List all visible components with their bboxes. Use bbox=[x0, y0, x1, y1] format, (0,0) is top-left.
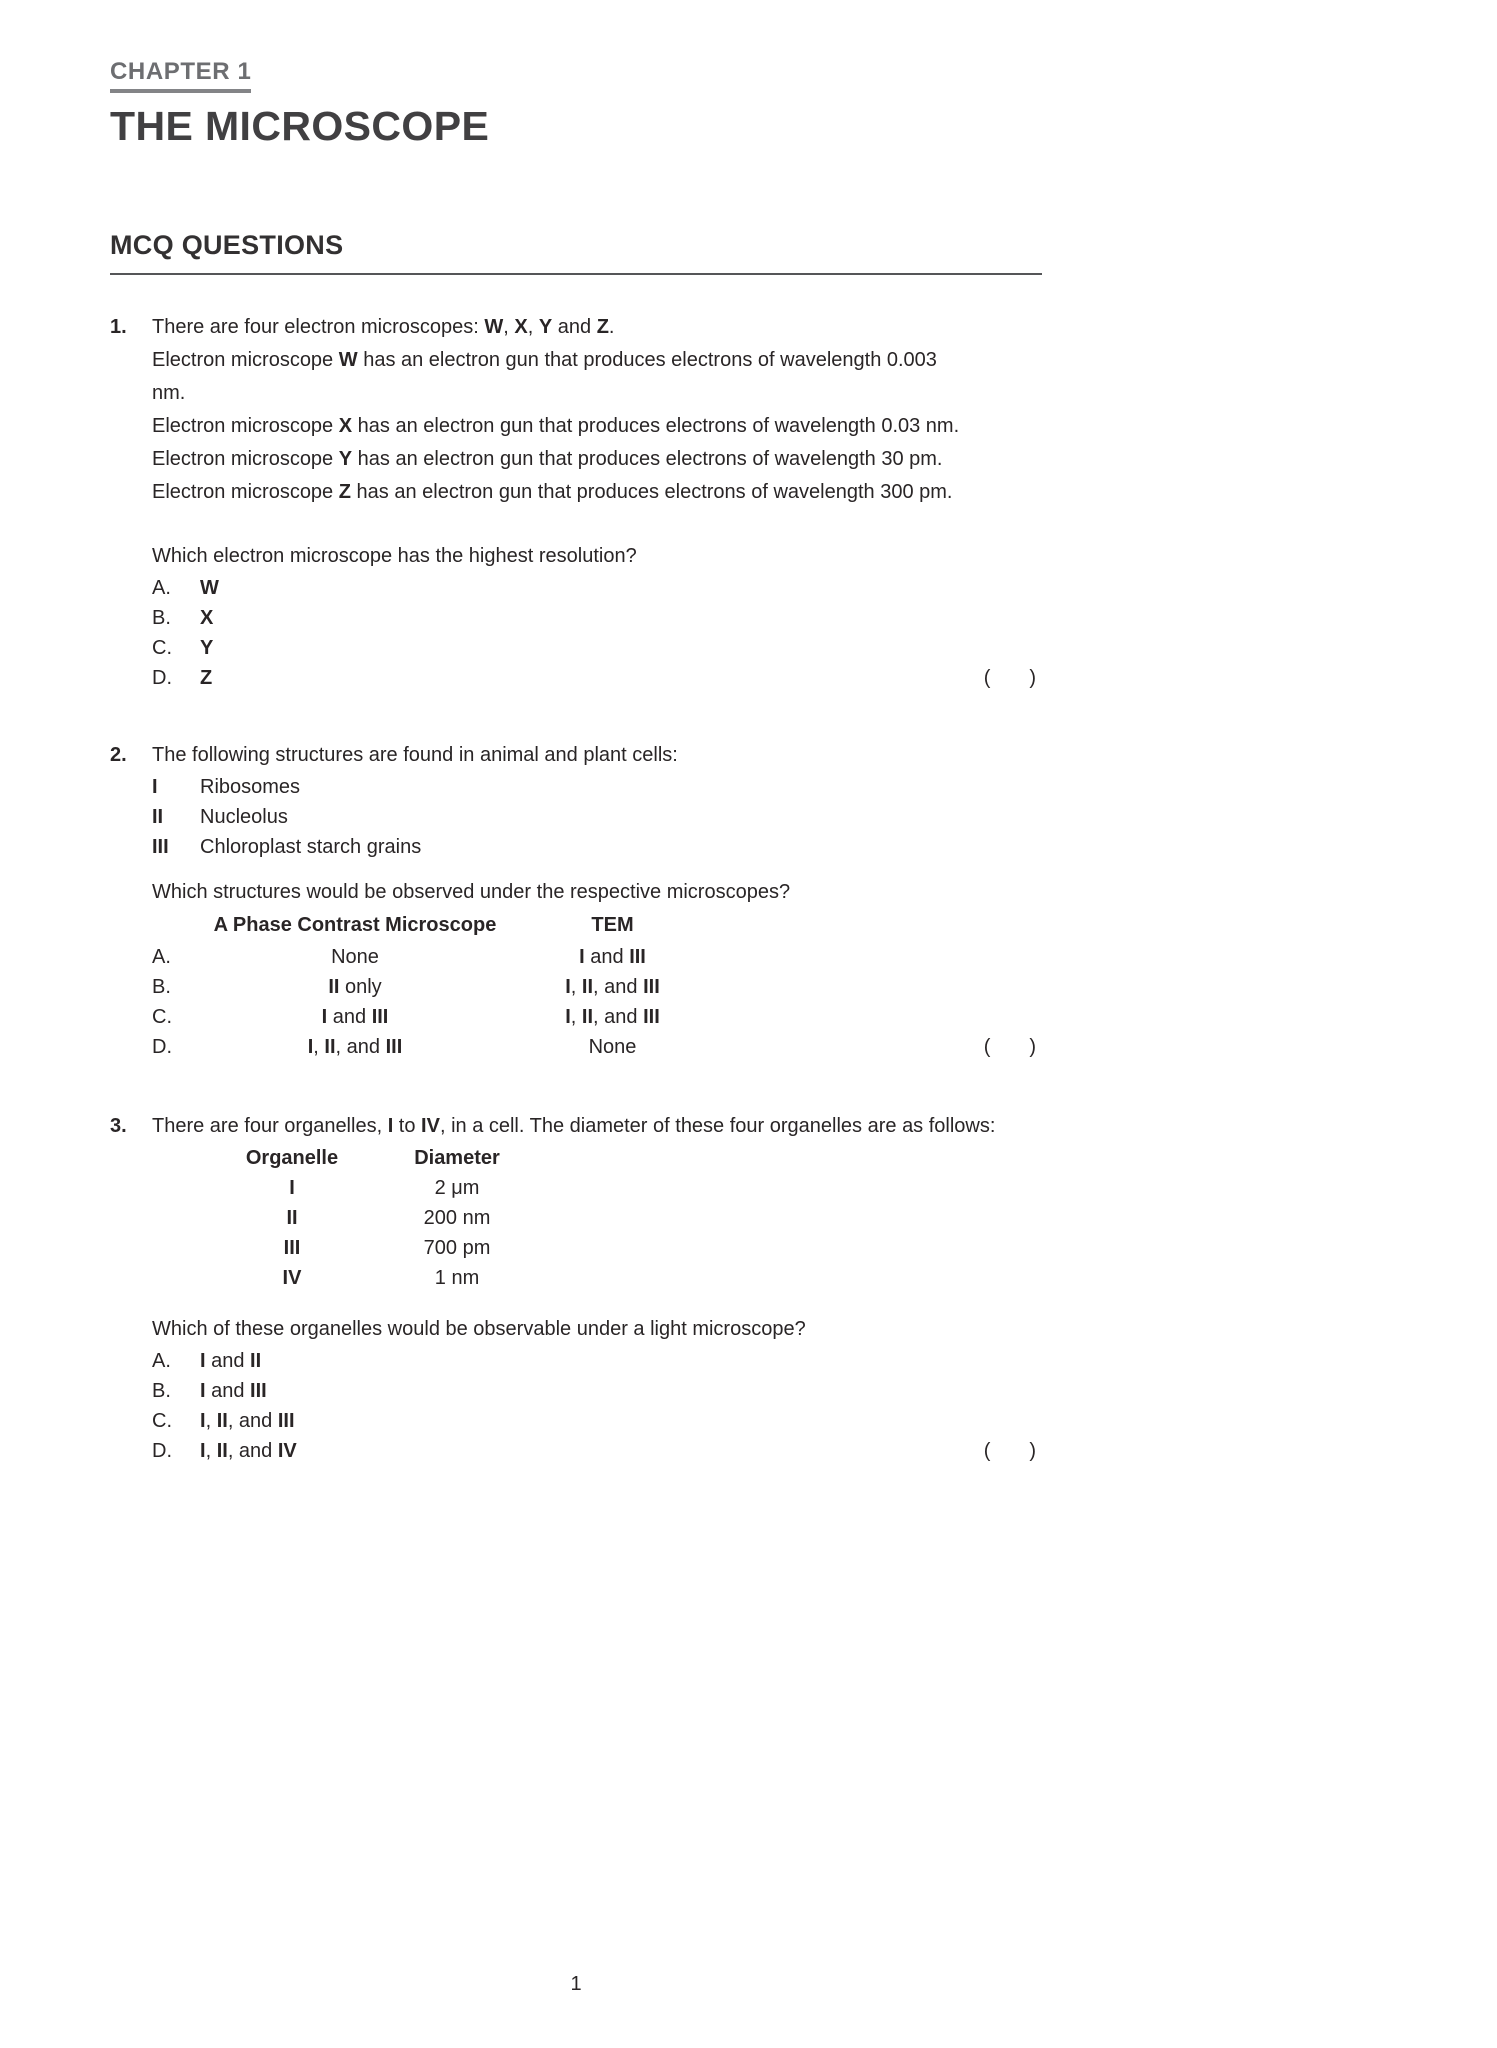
answer-brackets: ( ) bbox=[983, 1036, 1036, 1058]
question-prompt: Which of these organelles would be observable under a light microscope? bbox=[152, 1318, 806, 1340]
table-cell: I, II, and III bbox=[565, 1006, 660, 1028]
section-title: MCQ QUESTIONS bbox=[110, 230, 1042, 275]
question-line: Electron microscope Y has an electron gun that produces electrons of wavelength 30 pm. bbox=[152, 448, 943, 470]
table-row bbox=[152, 1233, 1042, 1263]
table-cell: III bbox=[283, 1237, 301, 1259]
option-label: A. bbox=[152, 577, 171, 599]
table-header-cell: Diameter bbox=[414, 1147, 500, 1169]
chapter-title: THE MICROSCOPE bbox=[110, 103, 490, 149]
table-cell: 2 μm bbox=[434, 1177, 480, 1199]
option-row-d bbox=[152, 1436, 1042, 1466]
question-line: Electron microscope X has an electron gun that produces electrons of wavelength 0.03 nm. bbox=[152, 415, 960, 437]
option-label: B. bbox=[152, 976, 171, 998]
list-label: III bbox=[152, 836, 169, 858]
table-cell: 700 pm bbox=[423, 1237, 491, 1259]
table-cell: None bbox=[331, 946, 379, 968]
table-cell: I bbox=[289, 1177, 295, 1199]
option-row-c bbox=[152, 633, 1042, 663]
question-line: nm. bbox=[152, 382, 186, 404]
table-row bbox=[152, 1263, 1042, 1293]
table-header-row bbox=[152, 909, 1042, 942]
question-2 bbox=[110, 739, 1042, 1062]
list-item-2 bbox=[152, 802, 1042, 832]
answer-brackets: ( ) bbox=[983, 1440, 1036, 1462]
option-label: C. bbox=[152, 637, 172, 659]
table-row-a bbox=[152, 942, 1042, 972]
question-number: 2. bbox=[110, 744, 127, 766]
table-row-c bbox=[152, 1002, 1042, 1032]
table-indent bbox=[152, 909, 200, 942]
option-label: A. bbox=[152, 946, 171, 968]
option-row-b bbox=[152, 1376, 1042, 1406]
page-content bbox=[110, 0, 1042, 1466]
question-line: The following structures are found in animal and plant cells: bbox=[152, 744, 678, 766]
question-prompt: Which structures would be observed under the respective microscopes? bbox=[152, 881, 791, 903]
list-item-1 bbox=[152, 772, 1042, 802]
table-cell: II only bbox=[328, 976, 382, 998]
table-cell: I and III bbox=[321, 1006, 389, 1028]
question-line: Electron microscope W has an electron gun that produces electrons of wavelength 0.003 bbox=[152, 349, 937, 371]
table-row-d bbox=[152, 1032, 1042, 1062]
table-header-cell: Organelle bbox=[245, 1147, 339, 1169]
option-row-b bbox=[152, 603, 1042, 633]
question-line: There are four organelles, I to IV, in a cell. The diameter of these four organelles are as follows: bbox=[152, 1115, 996, 1137]
list-label: I bbox=[152, 776, 158, 798]
table-cell: 200 nm bbox=[423, 1207, 491, 1229]
option-text: I, II, and III bbox=[200, 1410, 295, 1432]
table-cell: None bbox=[588, 1036, 637, 1058]
page-number: 1 bbox=[570, 1973, 582, 1995]
table-cell: I, II, and III bbox=[307, 1036, 403, 1058]
table-row-b bbox=[152, 972, 1042, 1002]
list-label: II bbox=[152, 806, 164, 828]
table-cell: IV bbox=[282, 1267, 302, 1289]
question-number: 1. bbox=[110, 316, 127, 338]
chapter-label: CHAPTER 1 bbox=[110, 58, 251, 93]
option-text: I, II, and IV bbox=[200, 1440, 297, 1462]
list-text: Chloroplast starch grains bbox=[200, 836, 422, 858]
option-label: D. bbox=[152, 667, 172, 689]
question-line: Electron microscope Z has an electron gun that produces electrons of wavelength 300 pm. bbox=[152, 481, 953, 503]
question-prompt: Which electron microscope has the highest resolution? bbox=[152, 545, 637, 567]
option-row-a bbox=[152, 573, 1042, 603]
question-body bbox=[152, 739, 1042, 1062]
option-text: Z bbox=[200, 667, 213, 689]
option-row-a bbox=[152, 1346, 1042, 1376]
option-label: B. bbox=[152, 1380, 171, 1402]
option-text: W bbox=[200, 577, 219, 599]
table-cell: 1 nm bbox=[434, 1267, 480, 1289]
list-text: Nucleolus bbox=[200, 806, 288, 828]
table-row bbox=[152, 1173, 1042, 1203]
option-text: X bbox=[200, 607, 214, 629]
list-item-3 bbox=[152, 832, 1042, 862]
option-label: C. bbox=[152, 1410, 172, 1432]
option-label: C. bbox=[152, 1006, 172, 1028]
list-text: Ribosomes bbox=[200, 776, 301, 798]
question-line: There are four electron microscopes: W, X, Y and Z. bbox=[152, 316, 615, 338]
table-header-cell: TEM bbox=[591, 914, 634, 936]
option-text: I and II bbox=[200, 1350, 262, 1372]
option-row-c bbox=[152, 1406, 1042, 1436]
option-text: Y bbox=[200, 637, 214, 659]
chapter-header bbox=[110, 0, 1042, 150]
option-text: I and III bbox=[200, 1380, 267, 1402]
question-number: 3. bbox=[110, 1115, 127, 1137]
table-cell: I, II, and III bbox=[565, 976, 660, 998]
option-label: A. bbox=[152, 1350, 171, 1372]
option-label: D. bbox=[152, 1440, 172, 1462]
question-body bbox=[152, 1110, 1042, 1466]
table-header-row bbox=[152, 1143, 1042, 1173]
option-row-d bbox=[152, 663, 1042, 693]
table-cell: I and III bbox=[579, 946, 646, 968]
question-body bbox=[152, 311, 1042, 693]
option-label: D. bbox=[152, 1036, 172, 1058]
table-cell: II bbox=[286, 1207, 298, 1229]
question-1 bbox=[110, 311, 1042, 693]
table-header-cell: A Phase Contrast Microscope bbox=[213, 914, 497, 936]
table-row bbox=[152, 1203, 1042, 1233]
answer-brackets: ( ) bbox=[983, 667, 1036, 689]
question-3 bbox=[110, 1110, 1042, 1466]
option-label: B. bbox=[152, 607, 171, 629]
